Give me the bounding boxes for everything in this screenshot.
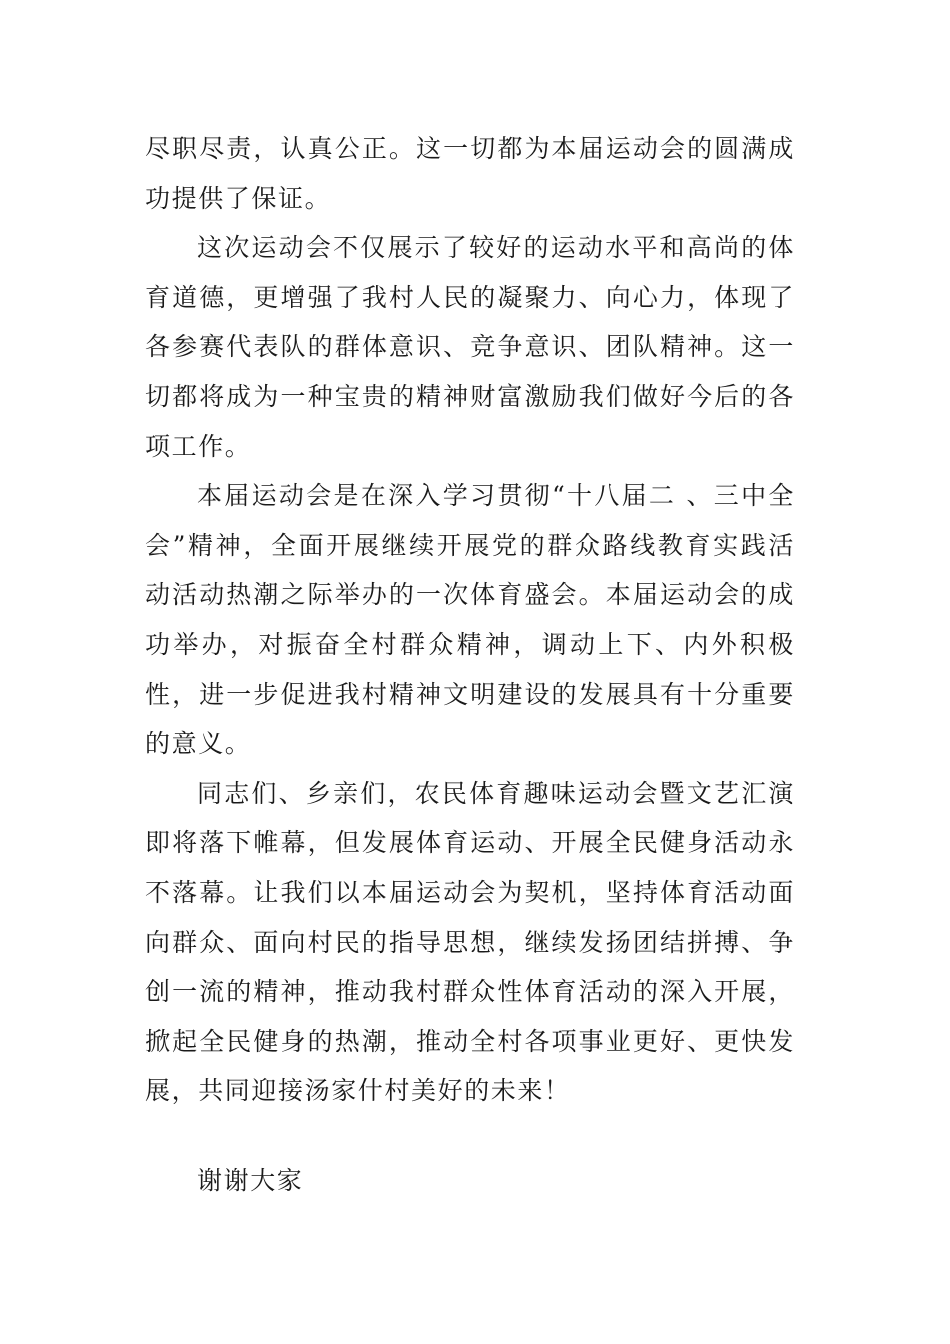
paragraph-sports-spirit: 这次运动会不仅展示了较好的运动水平和高尚的体育道德，更增强了我村人民的凝聚力、向心力，体现了各参赛代表队的群体意识、竞争意识、团队精神。这一切都将成为一种宝贵的精神财富激励我们做好今后的各项工作。 — [145, 233, 795, 461]
paragraph-significance: 本届运动会是在深入学习贯彻“十八届二 、三中全会”精神，全面开展继续开展党的群众路线教育实践活动活动热潮之际举办的一次体育盛会。本届运动会的成功举办，对振奋全村群众精神，调动上下、内外积极性，进一步促进我村精神文明建设的发展具有十分重要的意义。 — [145, 481, 795, 759]
paragraph-call-to-action: 同志们、乡亲们，农民体育趣味运动会暨文艺汇演即将落下帷幕，但发展体育运动、开展全民健身活动永不落幕。让我们以本届运动会为契机，坚持体育活动面向群众、面向村民的指导思想，继续发扬团结拼搏、争创一流的精神，推动我村群众性体育活动的深入开展，掀起全民健身的热潮，推动全村各项事业更好、更快发展，共同迎接汤家什村美好的未来！ — [145, 778, 795, 1106]
paragraph-continued: 尽职尽责，认真公正。这一切都为本届运动会的圆满成功提供了保证。 — [145, 134, 795, 213]
document-page — [145, 124, 795, 1205]
closing-thanks: 谢谢大家 — [197, 1165, 304, 1195]
